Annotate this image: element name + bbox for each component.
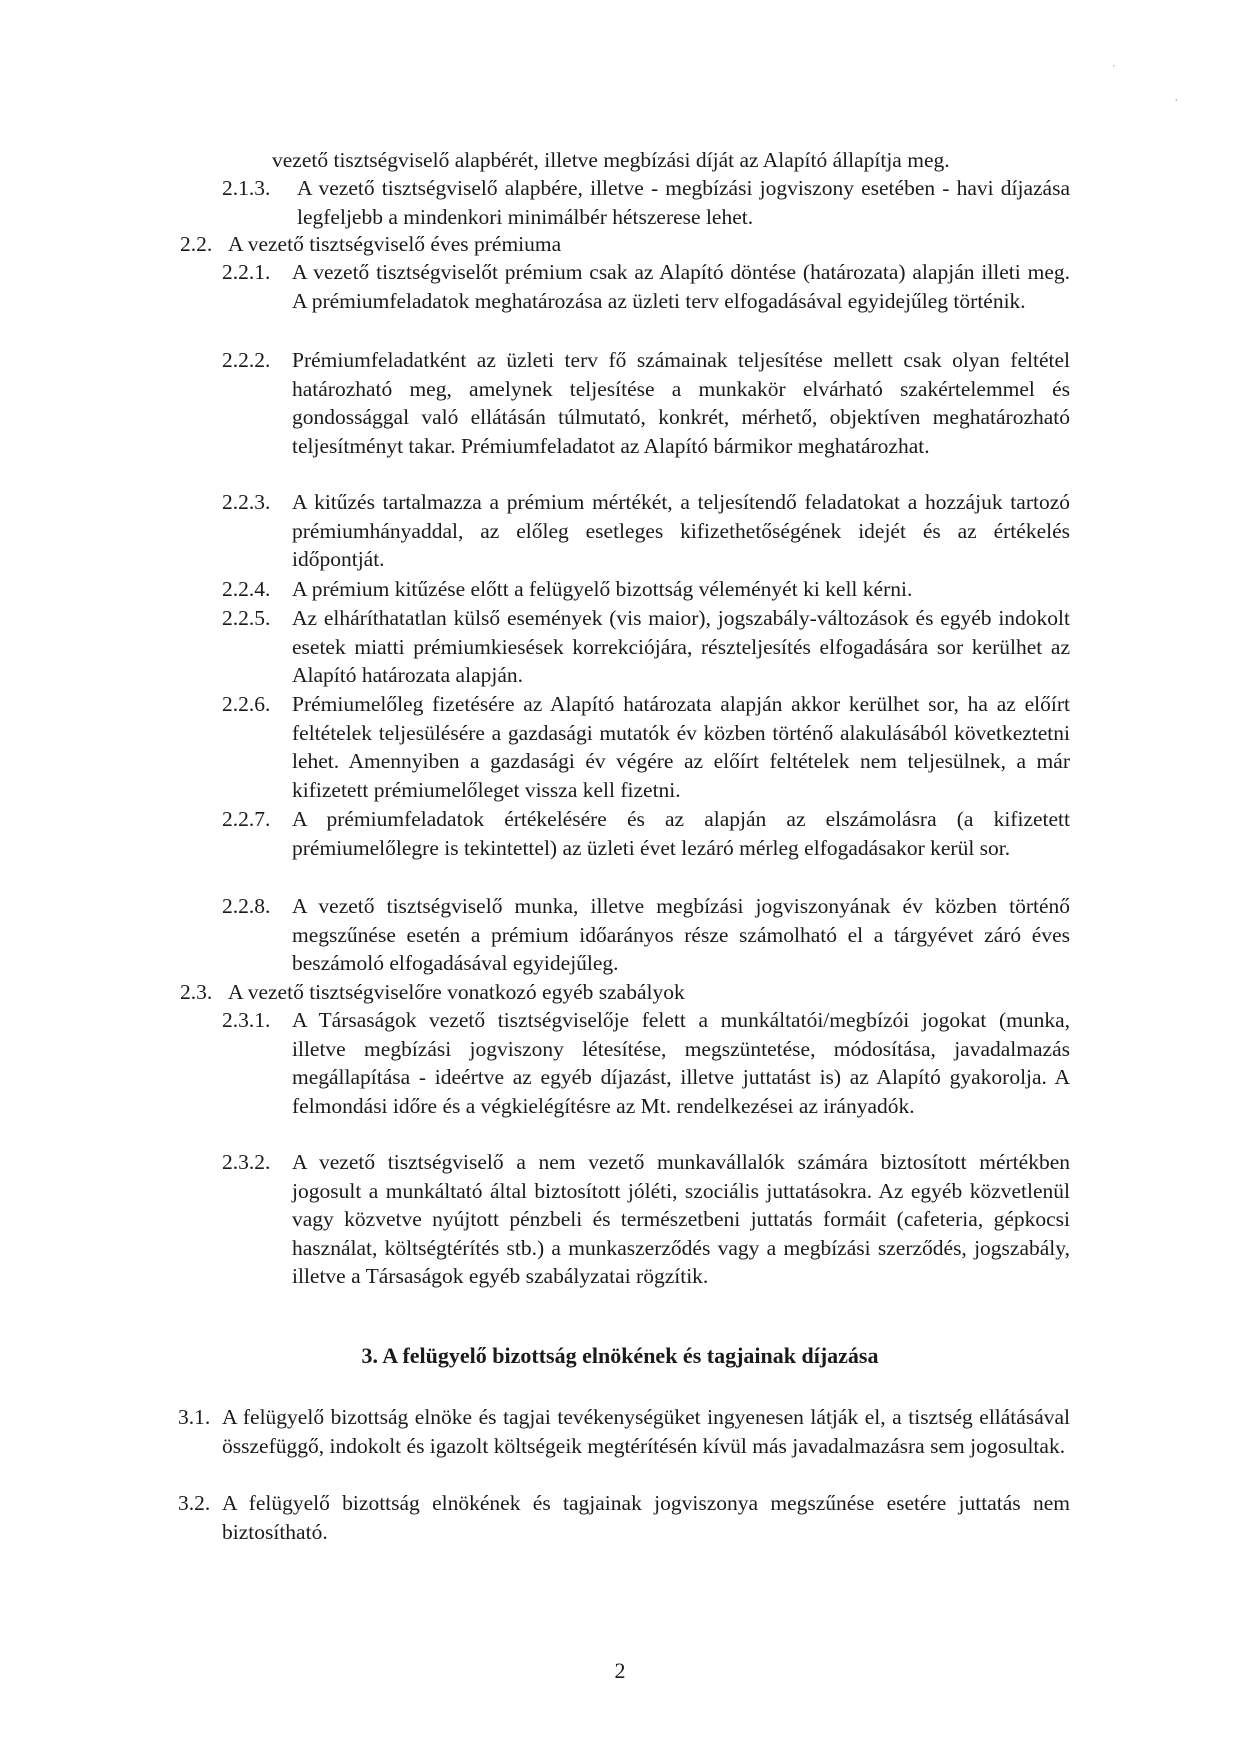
clause-number: 3.1.: [178, 1405, 211, 1429]
clause-2-2-8: [222, 892, 1070, 978]
clause-text: A Társaságok vezető tisztségviselője felett a munkáltatói/megbízói jogokat (munka, illetve megbízási jogviszony létesítése, megszüntetése, módosítása, javadalmazás megállapítása - ideértve az egyéb díjazást, illetve juttatást is) az Alapító gyakorolja. A felmondási időre és a végkielégítésre az Mt. rendelkezései az irányadók.: [292, 1008, 1070, 1118]
section-heading: 3. A felügyelő bizottság elnökének és tagjainak díjazása: [361, 1343, 879, 1368]
page-number: 2: [614, 1658, 626, 1683]
clause-number: 2.1.3.: [222, 176, 271, 200]
scan-speck: ': [1113, 64, 1115, 75]
clause-2-2: [180, 230, 1070, 259]
clause-text: A vezető tisztségviselő éves prémiuma: [228, 232, 562, 256]
clause-number: 2.2.4.: [222, 577, 271, 601]
clause-2-2-1: [222, 258, 1070, 315]
clause-text: A felügyelő bizottság elnökének és tagjainak jogviszonya megszűnése esetére juttatás nem biztosítható.: [222, 1491, 1070, 1544]
clause-text: Az elháríthatatlan külső események (vis maior), jogszabály-változások és egyéb indokolt esetek miatti prémiumkiesések korrekciójára, részteljesítés elfogadására sor kerülhet az Alapító határozata alapján.: [292, 606, 1070, 687]
clause-2-1-3: [222, 174, 1070, 231]
clause-text: A kitűzés tartalmazza a prémium mértékét, a teljesítendő feladatokat a hozzájuk tartozó prémiumhányaddal, az előleg esetleges kifizethetőségének idejét és az értékelés időpontját.: [292, 490, 1070, 571]
clause-text: A prémium kitűzése előtt a felügyelő bizottság véleményét ki kell kérni.: [292, 577, 913, 601]
clause-number: 2.2.: [180, 232, 213, 256]
clause-number: 2.2.6.: [222, 692, 271, 716]
clause-2-2-4: [222, 575, 1070, 604]
clause-2-2-5: [222, 604, 1070, 690]
clause-text: A vezető tisztségviselő munka, illetve megbízási jogviszonyának év közben történő megszűnése esetén a prémium időarányos része számolható el a tárgyévet záró éves beszámoló elfogadásával egyidejűleg.: [292, 894, 1070, 975]
clause-2-3-1: [222, 1006, 1070, 1120]
clause-number: 3.2.: [178, 1491, 211, 1515]
clause-number: 2.2.3.: [222, 490, 271, 514]
clause-text: A felügyelő bizottság elnöke és tagjai tevékenységüket ingyenesen látják el, a tisztség ellátásával összefüggő, indokolt és igazolt költségeik megtérítésén kívül más javadalmazásra sem jogosultak.: [222, 1405, 1070, 1458]
clause-2-3: [180, 978, 1070, 1007]
lead-line: [272, 146, 1072, 175]
clause-2-2-2: [222, 346, 1070, 460]
clause-number: 2.3.2.: [222, 1150, 271, 1174]
clause-number: 2.3.1.: [222, 1008, 271, 1032]
clause-text: Prémiumfeladatként az üzleti terv fő számainak teljesítése mellett csak olyan feltétel határozható meg, amelynek teljesítése a munkakör elvárható szakértelemmel és gondossággal való ellátásán túlmutató, konkrét, mérhető, objektíven meghatározható teljesítményt takar. Prémiumfeladatot az Alapító bármikor meghatározhat.: [292, 348, 1070, 458]
clause-text: A prémiumfeladatok értékelésére és az alapján az elszámolásra (a kifizetett prémiumelőlegre is tekintettel) az üzleti évet lezáró mérleg elfogadásakor kerül sor.: [292, 807, 1070, 860]
clause-number: 2.3.: [180, 980, 213, 1004]
clause-2-3-2: [222, 1148, 1070, 1291]
clause-text: A vezető tisztségviselőt prémium csak az Alapító döntése (határozata) alapján illeti meg. A prémiumfeladatok meghatározása az üzleti terv elfogadásával egyidejűleg történik.: [292, 260, 1070, 313]
clause-number: 2.2.5.: [222, 606, 271, 630]
lead-line-text: vezető tisztségviselő alapbérét, illetve megbízási díját az Alapító állapítja meg.: [272, 148, 950, 172]
clause-text: Prémiumelőleg fizetésére az Alapító határozata alapján akkor kerülhet sor, ha az előírt feltételek teljesülésére a gazdasági mutatók év közben történő alakulásából következtetni lehet. Amennyiben a gazdasági év végére az előírt feltételek nem teljesülnek, a már kifizetett prémiumelőleget vissza kell fizetni.: [292, 692, 1070, 802]
clause-text: A vezető tisztségviselő alapbére, illetve - megbízási jogviszony esetében - havi díjazása legfeljebb a mindenkori minimálbér hétszerese lehet.: [297, 176, 1070, 229]
clause-text: A vezető tisztségviselő a nem vezető munkavállalók számára biztosított mértékben jogosult a munkáltató által biztosított jóléti, szociális juttatásokra. Az egyéb közvetlenül vagy közvetve nyújtott pénzbeli és természetbeni juttatás formáit (cafeteria, gépkocsi használat, költségtérítés stb.) a munkaszerződés vagy a megbízási szerződés, jogszabály, illetve a Társaságok egyéb szabályzatai rögzítik.: [292, 1150, 1070, 1288]
clause-number: 2.2.1.: [222, 260, 271, 284]
scan-speck: ,: [1175, 92, 1178, 103]
clause-number: 2.2.2.: [222, 348, 271, 372]
clause-3-1: [178, 1403, 1070, 1460]
clause-number: 2.2.8.: [222, 894, 271, 918]
clause-3-2: [178, 1489, 1070, 1546]
clause-2-2-7: [222, 805, 1070, 862]
clause-text: A vezető tisztségviselőre vonatkozó egyéb szabályok: [228, 980, 685, 1004]
clause-2-2-3: [222, 488, 1070, 574]
clause-2-2-6: [222, 690, 1070, 804]
clause-number: 2.2.7.: [222, 807, 271, 831]
